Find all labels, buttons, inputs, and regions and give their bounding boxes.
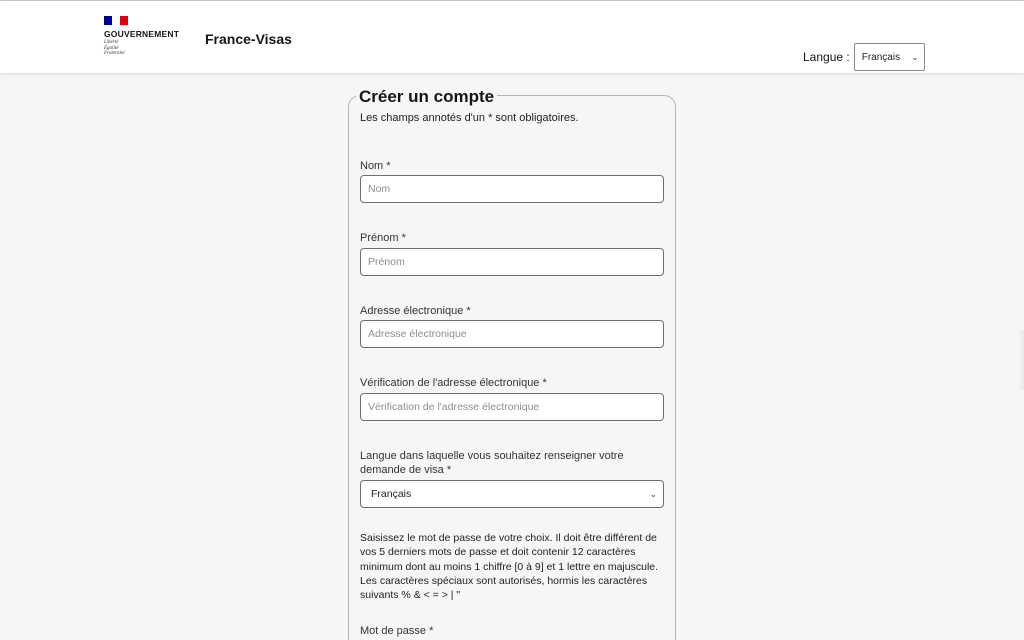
email-confirm-label: Vérification de l'adresse électronique * bbox=[360, 377, 547, 389]
prenom-label: Prénom * bbox=[360, 232, 406, 244]
email-confirm-input[interactable] bbox=[360, 393, 664, 421]
site-name[interactable]: France-Visas bbox=[205, 31, 292, 47]
government-logo[interactable] bbox=[104, 16, 179, 57]
side-shadow bbox=[1018, 330, 1024, 390]
motto bbox=[104, 40, 179, 57]
form-title: Créer un compte bbox=[356, 87, 497, 107]
motto-line: Fraternité bbox=[104, 51, 125, 56]
email-input[interactable] bbox=[360, 320, 664, 348]
visa-language-select[interactable] bbox=[360, 480, 664, 508]
visa-language-label: Langue dans laquelle vous souhaitez renseigner votre demande de visa * bbox=[360, 450, 624, 476]
prenom-input[interactable] bbox=[360, 248, 664, 276]
password-help-text: Saisissez le mot de passe de votre choix. Il doit être différent de vos 5 derniers mots de passe et doit contenir 12 caractères minimum dont au moins 1 chiffre [0 à 9] et 1 lettre en majuscule. Les caractères spéciaux sont autorisés, hormis les caractères suivants % & < = > | " bbox=[360, 532, 659, 602]
gov-name: GOUVERNEMENT bbox=[104, 29, 180, 39]
chevron-down-icon: ⌄ bbox=[649, 489, 657, 499]
required-fields-note: Les champs annotés d'un * sont obligatoires. bbox=[360, 112, 579, 124]
chevron-down-icon: ⌄ bbox=[911, 52, 919, 62]
password-label: Mot de passe * bbox=[360, 625, 434, 637]
language-label: Langue : bbox=[803, 50, 850, 64]
language-switcher bbox=[803, 43, 925, 71]
nom-label: Nom * bbox=[360, 160, 391, 172]
french-flag-icon bbox=[104, 16, 128, 25]
visa-language-value: Français bbox=[371, 488, 412, 500]
nom-input[interactable] bbox=[360, 175, 664, 203]
language-select-value: Français bbox=[861, 51, 901, 63]
email-label: Adresse électronique * bbox=[360, 305, 471, 317]
motto-line: Égalité bbox=[104, 45, 119, 51]
site-header bbox=[0, 1, 1024, 73]
language-select[interactable] bbox=[854, 43, 925, 71]
motto-line: Liberté bbox=[104, 40, 119, 45]
